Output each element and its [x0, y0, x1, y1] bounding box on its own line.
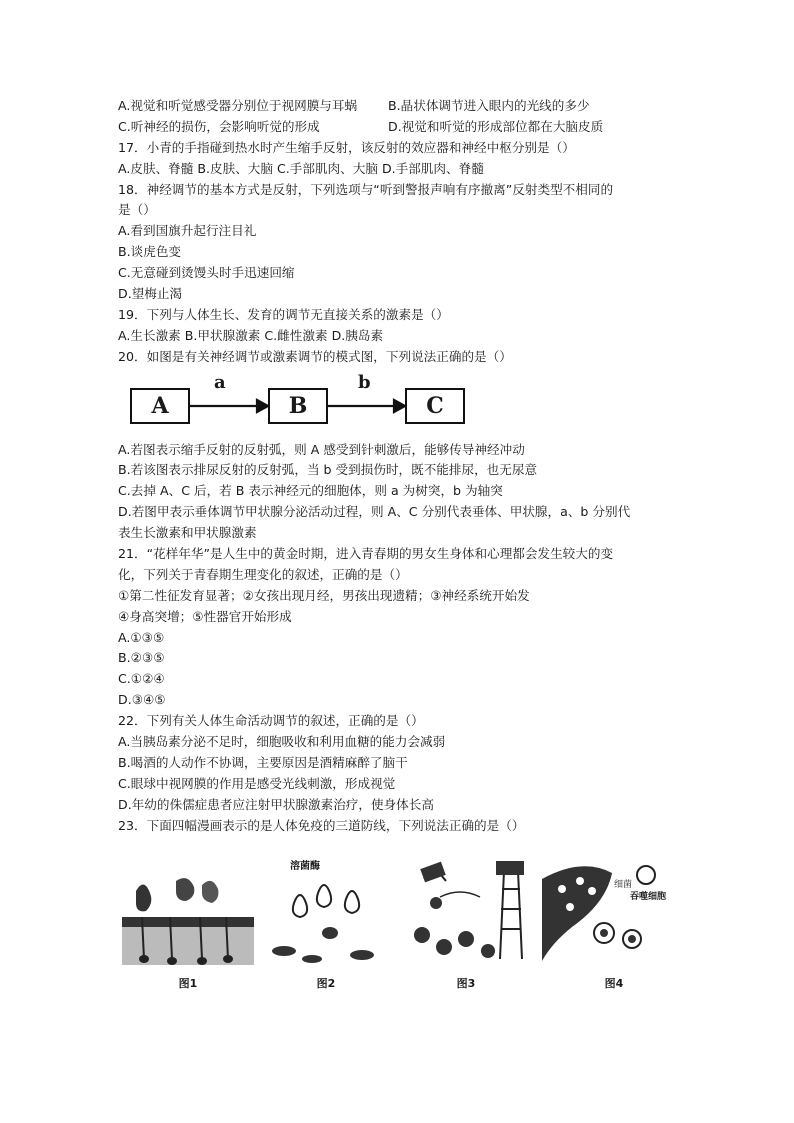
q18-option-d: D.望梅止渴 — [118, 286, 183, 302]
q21-statements-2: ④身高突增；⑤性器官开始形成 — [118, 608, 292, 624]
q20-option-d-cont: 表生长激素和甲状腺激素 — [118, 525, 257, 541]
q21-statements-1: ①第二性征发育显著；②女孩出现月经，男孩出现遗精；③神经系统开始发 — [118, 587, 530, 603]
lysozyme-label: 溶菌酶 — [290, 860, 320, 872]
question-23: 23．下面四幅漫画表示的是人体免疫的三道防线，下列说法正确的是（） — [118, 817, 525, 833]
question-19-options: A.生长激素 B.甲状腺激素 C.雌性激素 D.胰岛素 — [118, 327, 384, 343]
question-21-cont: 化，下列关于青春期生理变化的叙述，正确的是（） — [118, 566, 408, 582]
box-c: C — [405, 388, 465, 424]
question-20: 20．如图是有关神经调节或激素调节的模式图，下列说法正确的是（） — [118, 348, 512, 364]
figure-3-label: 图3 — [456, 976, 476, 990]
phagocyte-label: 吞噬细胞 — [630, 891, 667, 902]
q20-option-a: A.若图表示缩手反射的反射弧，则 A 感受到针刺激后，能够传导神经冲动 — [118, 441, 525, 457]
figure-4-label: 图4 — [604, 976, 624, 990]
question-17-options: A.皮肤、脊髓 B.皮肤、大脑 C.手部肌肉、大脑 D.手部肌肉、脊髓 — [118, 160, 484, 176]
q22-option-a: A.当胰岛素分泌不足时，细胞吸收和利用血糖的能力会减弱 — [118, 734, 446, 750]
bacteria-label: 细菌 — [614, 879, 633, 890]
arrow-label-a: a — [214, 371, 226, 393]
q20-option-d: D.若图甲表示垂体调节甲状腺分泌活动过程，则 A、C 分别代表垂体、甲状腺，a、b 分别代 — [118, 504, 631, 520]
options-line — [118, 96, 678, 117]
option-c: C.听神经的损伤，会影响听觉的形成 — [118, 118, 320, 134]
figure-1-label: 图1 — [178, 976, 198, 990]
q21-option-a: A.①③⑤ — [118, 629, 165, 645]
option-a: A.视觉和听觉感受器分别位于视网膜与耳蜗 — [118, 98, 358, 113]
q22-option-d: D.年幼的侏儒症患者应注射甲状腺激素治疗，使身体长高 — [118, 796, 434, 812]
box-b: B — [268, 388, 328, 424]
cartoon-phagocytes — [400, 859, 532, 971]
q21-option-c: C.①②④ — [118, 671, 165, 687]
option-d: D.视觉和听觉的形成部位都在大脑皮质 — [388, 118, 604, 134]
q20-option-c: C.去掉 A、C 后，若 B 表示神经元的细胞体，则 a 为树突，b 为轴突 — [118, 483, 503, 499]
question-22: 22．下列有关人体生命活动调节的叙述，正确的是（） — [118, 713, 424, 729]
exam-page — [118, 96, 678, 994]
q21-option-d: D.③④⑤ — [118, 692, 166, 708]
q22-option-c: C.眼球中视网膜的作用是感受光线刺激，形成视觉 — [118, 775, 396, 791]
q21-option-b: B.②③⑤ — [118, 650, 165, 666]
option-b: B.晶状体调节进入眼内的光线的多少 — [388, 98, 590, 113]
q22-option-b: B.喝酒的人动作不协调，主要原因是酒精麻醉了脑干 — [118, 754, 408, 770]
box-a: A — [130, 388, 190, 424]
arrow-label-b: b — [358, 371, 371, 393]
immunity-cartoons — [118, 859, 678, 994]
question-18: 18．神经调节的基本方式是反射，下列选项与“听到警报声响有序撤离”反射类型不相同的 — [118, 181, 614, 197]
q18-option-b: B.谈虎色变 — [118, 244, 182, 260]
figure-2-label: 图2 — [316, 976, 336, 990]
cartoon-phagocyte-cells — [540, 859, 672, 971]
q18-option-a: A.看到国旗升起行注目礼 — [118, 223, 257, 239]
q20-option-b: B.若该图表示排尿反射的反射弧，当 b 受到损伤时，既不能排尿，也无尿意 — [118, 462, 538, 478]
cartoon-skin-barrier — [122, 859, 254, 971]
question-21: 21．“花样年华”是人生中的黄金时期，进入青春期的男女生身体和心理都会发生较大的变 — [118, 546, 614, 562]
question-19: 19．下列与人体生长、发育的调节无直接关系的激素是（） — [118, 306, 449, 322]
cartoon-lysozyme — [260, 859, 392, 971]
question-17: 17．小青的手指碰到热水时产生缩手反射，该反射的效应器和神经中枢分别是（） — [118, 139, 575, 155]
flow-diagram — [118, 368, 678, 440]
question-18-cont: 是（） — [118, 202, 156, 218]
q18-option-c: C.无意碰到烫馒头时手迅速回缩 — [118, 265, 295, 281]
options-line — [118, 117, 678, 138]
flow-arrows — [118, 368, 678, 440]
